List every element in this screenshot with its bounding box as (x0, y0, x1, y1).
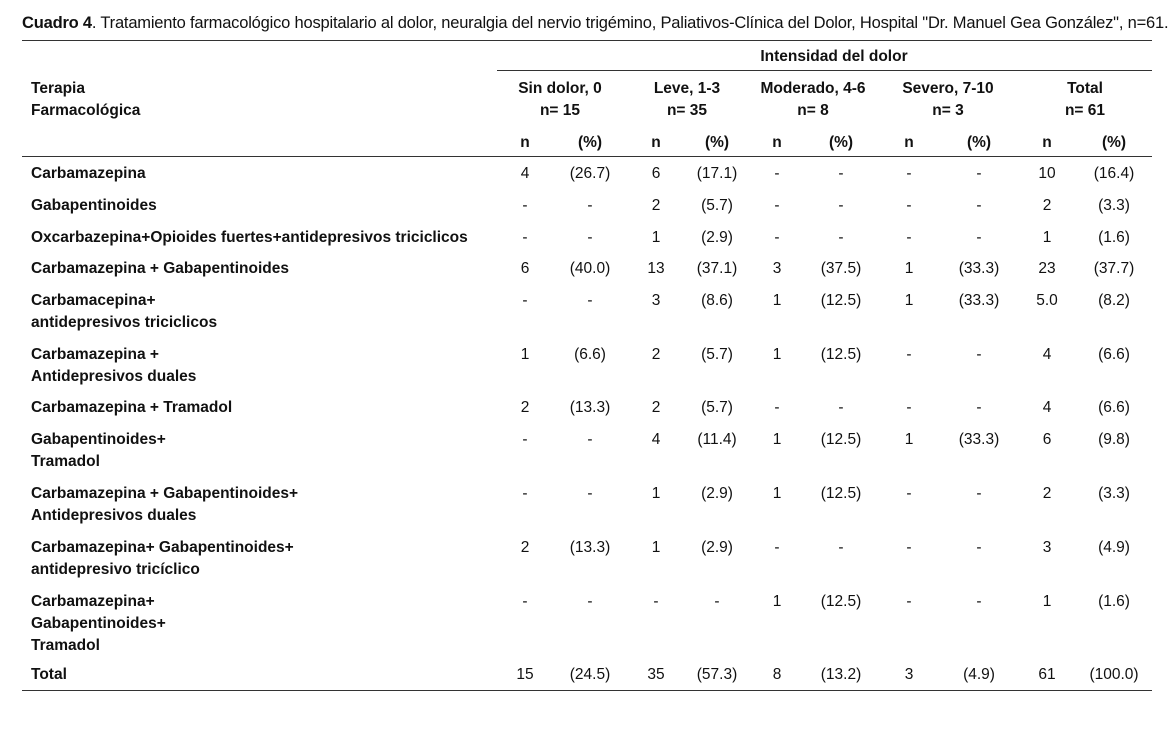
table-cell: 61 (1038, 666, 1056, 683)
row-label: Carbamazepina (31, 165, 146, 182)
therapy-header-line2: Farmacológica (31, 102, 141, 119)
row-label: Antidepresivos duales (31, 368, 197, 385)
table-cell: (8.2) (1098, 292, 1130, 309)
table-cell: - (774, 197, 780, 214)
table-cell: (4.9) (1098, 539, 1130, 556)
row-label: Total (31, 666, 67, 683)
table-cell: 4 (520, 165, 530, 182)
subheader-pct: (%) (577, 134, 603, 151)
table-cell: (2.9) (701, 539, 733, 556)
subheader-n: n (904, 134, 914, 151)
table-cell: (12.5) (820, 431, 862, 448)
table-cell: (4.9) (963, 666, 995, 683)
table-cell: - (838, 229, 844, 246)
table-cell: 2 (1042, 197, 1052, 214)
table-cell: 6 (520, 260, 530, 277)
table-cell: - (522, 292, 528, 309)
table-cell: (13.3) (569, 539, 611, 556)
group-n: n= 15 (539, 102, 581, 119)
table-cell: 1 (772, 593, 782, 610)
table-cell: 4 (1042, 399, 1052, 416)
row-label: antidepresivos triciclicos (31, 314, 218, 331)
table-cell: 1 (651, 485, 661, 502)
table-cell: (13.3) (569, 399, 611, 416)
table-cell: - (906, 165, 912, 182)
table-cell: (17.1) (696, 165, 738, 182)
group-n: n= 8 (797, 102, 829, 119)
group-name: Sin dolor, 0 (518, 80, 602, 97)
subheader-pct: (%) (1101, 134, 1127, 151)
table-cell: 1 (772, 346, 782, 363)
table-cell: - (976, 346, 982, 363)
table-cell: - (906, 399, 912, 416)
row-label: Carbamazepina+ (31, 593, 155, 610)
therapy-header-line1: Terapia (31, 80, 85, 97)
table-cell: (37.1) (696, 260, 738, 277)
row-label: Gabapentinoides+ (31, 431, 166, 448)
table-cell: - (976, 399, 982, 416)
table-cell: - (838, 165, 844, 182)
table-cell: (16.4) (1093, 165, 1135, 182)
table-cell: (57.3) (696, 666, 738, 683)
table-cell: - (522, 431, 528, 448)
table-cell: (12.5) (820, 346, 862, 363)
table-cell: (3.3) (1098, 197, 1130, 214)
table-cell: 8 (772, 666, 782, 683)
table-cell: (33.3) (958, 292, 1000, 309)
table-cell: - (774, 399, 780, 416)
table-cell: (8.6) (701, 292, 733, 309)
row-label: Antidepresivos duales (31, 507, 197, 524)
table-cell: 6 (651, 165, 661, 182)
table-cell: - (653, 593, 659, 610)
table-cell: 4 (651, 431, 661, 448)
header-rule (22, 156, 1152, 157)
row-label: Oxcarbazepina+Opioides fuertes+antidepresivos triciclicos (31, 229, 468, 246)
table-cell: 5.0 (1036, 292, 1058, 309)
table-cell: 3 (1042, 539, 1052, 556)
table-cell: 3 (772, 260, 782, 277)
table-cell: 1 (772, 292, 782, 309)
table-cell: 1 (651, 539, 661, 556)
table-cell: - (906, 485, 912, 502)
table-cell: 1 (1042, 229, 1052, 246)
row-label: Carbamazepina+ Gabapentinoides+ (31, 539, 294, 556)
table-cell: - (587, 485, 593, 502)
table-cell: (12.5) (820, 593, 862, 610)
subheader-pct: (%) (828, 134, 854, 151)
table-cell: 1 (772, 431, 782, 448)
table-cell: (9.8) (1098, 431, 1130, 448)
table-cell: - (522, 593, 528, 610)
group-title: Intensidad del dolor (760, 48, 908, 65)
table-cell: - (587, 229, 593, 246)
table-cell: 1 (904, 431, 914, 448)
table-cell: - (838, 399, 844, 416)
table-cell: (37.5) (820, 260, 862, 277)
table-cell: 1 (1042, 593, 1052, 610)
table-cell: (5.7) (701, 346, 733, 363)
bottom-rule (22, 690, 1152, 691)
table-cell: - (774, 229, 780, 246)
table-cell: - (976, 539, 982, 556)
table-cell: 1 (651, 229, 661, 246)
group-name: Moderado, 4-6 (760, 80, 866, 97)
row-label: Tramadol (31, 453, 100, 470)
table-cell: (40.0) (569, 260, 611, 277)
table-caption (22, 14, 1168, 33)
table-cell: - (906, 539, 912, 556)
table-cell: 3 (904, 666, 914, 683)
table-cell: (2.9) (701, 485, 733, 502)
table-cell: 2 (651, 346, 661, 363)
table-cell: (100.0) (1089, 666, 1139, 683)
table-cell: - (838, 197, 844, 214)
table-cell: 2 (651, 197, 661, 214)
table-cell: - (976, 165, 982, 182)
table-cell: - (976, 197, 982, 214)
caption-label: Cuadro 4 (22, 14, 92, 32)
table-cell: (24.5) (569, 666, 611, 683)
table-cell: - (976, 229, 982, 246)
table-cell: - (838, 539, 844, 556)
row-label: Gabapentinoides+ (31, 615, 166, 632)
row-label: Carbamazepina + Gabapentinoides+ (31, 485, 299, 502)
table-cell: - (774, 165, 780, 182)
subheader-n: n (1042, 134, 1052, 151)
group-name: Total (1067, 80, 1103, 97)
table-cell: (5.7) (701, 197, 733, 214)
subheader-pct: (%) (966, 134, 992, 151)
table-cell: - (587, 197, 593, 214)
table-cell: 23 (1038, 260, 1056, 277)
table-cell: - (522, 485, 528, 502)
table-cell: 3 (651, 292, 661, 309)
table-cell: (11.4) (697, 431, 737, 448)
subheader-n: n (651, 134, 661, 151)
table-cell: (2.9) (701, 229, 733, 246)
table-cell: 2 (651, 399, 661, 416)
top-rule (22, 40, 1152, 41)
subheader-pct: (%) (704, 134, 730, 151)
row-label: antidepresivo tricíclico (31, 561, 200, 578)
table-cell: (5.7) (701, 399, 733, 416)
table-cell: (37.7) (1093, 260, 1135, 277)
table-cell: 4 (1042, 346, 1052, 363)
table-cell: (13.2) (820, 666, 862, 683)
row-label: Carbamazepina + Gabapentinoides (31, 260, 289, 277)
table-cell: 13 (647, 260, 665, 277)
row-label: Tramadol (31, 637, 100, 654)
table-cell: (6.6) (1098, 399, 1130, 416)
row-label: Gabapentinoides (31, 197, 157, 214)
table-cell: - (522, 229, 528, 246)
table-cell: 1 (904, 292, 914, 309)
table-cell: 1 (520, 346, 530, 363)
table-cell: - (906, 197, 912, 214)
group-rule (497, 70, 1152, 71)
row-label: Carbamazepina + (31, 346, 159, 363)
table-cell: (1.6) (1098, 229, 1130, 246)
group-name: Severo, 7-10 (902, 80, 994, 97)
table-cell: 6 (1042, 431, 1052, 448)
table-cell: - (976, 593, 982, 610)
table-cell: - (906, 593, 912, 610)
table-cell: (3.3) (1098, 485, 1130, 502)
table-cell: - (774, 539, 780, 556)
caption-text: . Tratamiento farmacológico hospitalario al dolor, neuralgia del nervio trigémino, Paliativos-Clínica del Dolor, Hospital "Dr. Manuel Gea González", n=61. (91, 14, 1169, 32)
table-cell: - (587, 431, 593, 448)
table-cell: (1.6) (1098, 593, 1130, 610)
table-cell: (12.5) (820, 292, 862, 309)
subheader-n: n (520, 134, 530, 151)
table-cell: 35 (647, 666, 665, 683)
group-name: Leve, 1-3 (653, 80, 721, 97)
table-cell: 1 (772, 485, 782, 502)
table-cell: (33.3) (958, 260, 1000, 277)
table-cell: (33.3) (958, 431, 1000, 448)
table-cell: - (587, 593, 593, 610)
table-cell: 10 (1038, 165, 1056, 182)
table-cell: (26.7) (569, 165, 611, 182)
table-cell: 2 (520, 399, 530, 416)
group-n: n= 61 (1064, 102, 1106, 119)
table-cell: 2 (520, 539, 530, 556)
table-cell: 1 (904, 260, 914, 277)
group-n: n= 3 (932, 102, 964, 119)
table-cell: - (522, 197, 528, 214)
table-cell: (6.6) (574, 346, 606, 363)
table-cell: - (906, 229, 912, 246)
row-label: Carbamacepina+ (31, 292, 156, 309)
subheader-n: n (772, 134, 782, 151)
group-n: n= 35 (666, 102, 708, 119)
table-cell: 2 (1042, 485, 1052, 502)
table-cell: (12.5) (820, 485, 862, 502)
table-cell: - (587, 292, 593, 309)
table-cell: - (976, 485, 982, 502)
table-cell: (6.6) (1098, 346, 1130, 363)
row-label: Carbamazepina + Tramadol (31, 399, 233, 416)
table-cell: 15 (516, 666, 534, 683)
table-cell: - (714, 593, 720, 610)
table-cell: - (906, 346, 912, 363)
